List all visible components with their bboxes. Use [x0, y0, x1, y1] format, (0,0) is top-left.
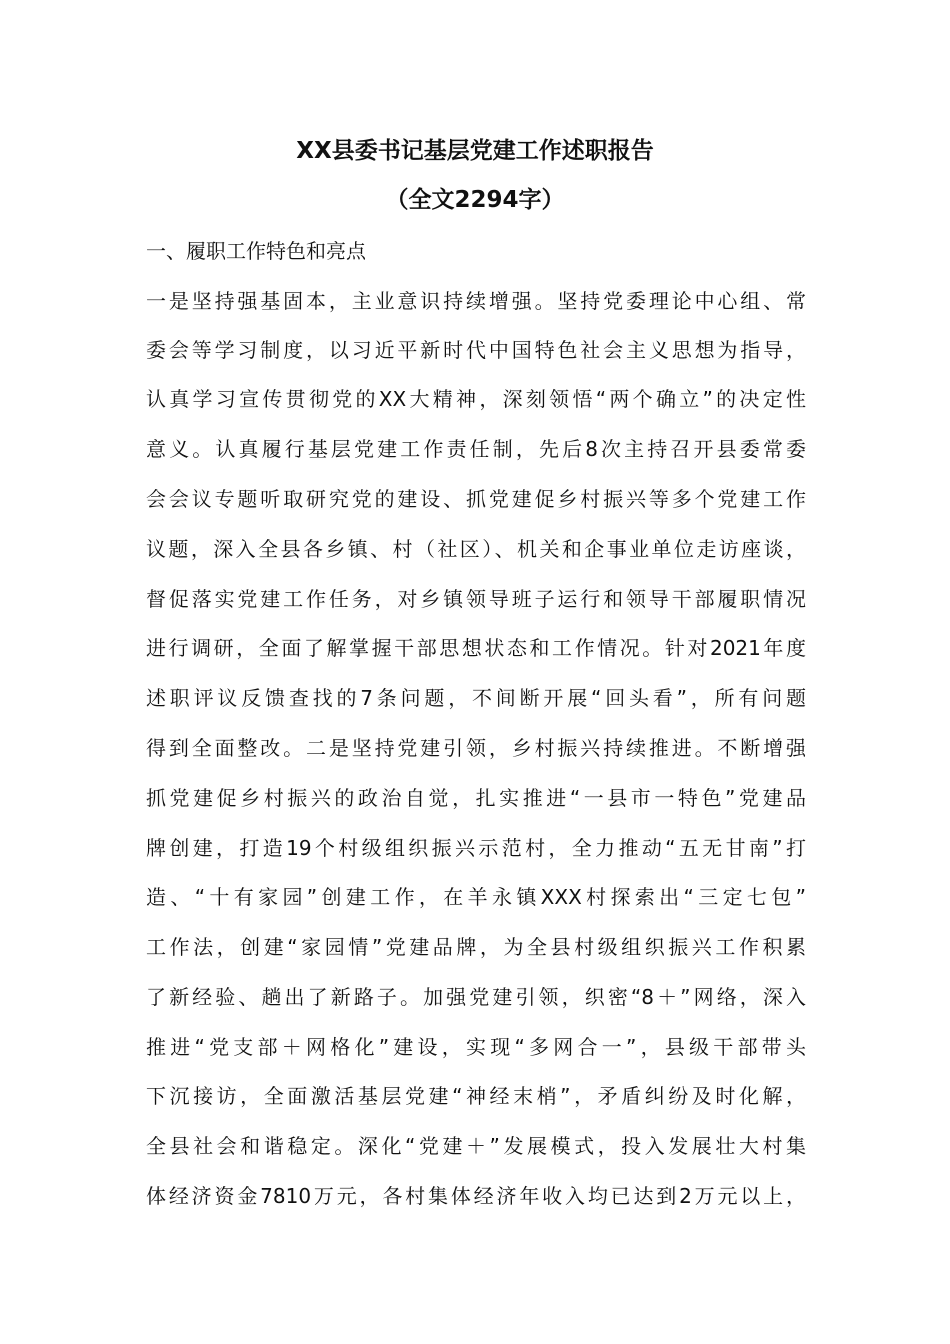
body-line: 意义。认真履行基层党建工作责任制，先后8次主持召开县委常委	[146, 437, 806, 461]
body-line: 述职评议反馈查找的7条问题，不间断开展“回头看”，所有问题	[146, 686, 806, 710]
body-line: 会会议专题听取研究党的建设、抓党建促乡村振兴等多个党建工作	[146, 487, 806, 511]
body-line: 一是坚持强基固本，主业意识持续增强。坚持党委理论中心组、常	[146, 289, 806, 313]
body-line: 体经济资金7810万元，各村集体经济年收入均已达到2万元以上，	[146, 1184, 806, 1208]
document-subtitle: （全文2294字）	[385, 187, 565, 213]
body-line: 委会等学习制度，以习近平新时代中国特色社会主义思想为指导，	[146, 338, 806, 362]
body-line: 认真学习宣传贯彻党的XX大精神，深刻领悟“两个确立”的决定性	[146, 387, 806, 411]
body-line: 进行调研，全面了解掌握干部思想状态和工作情况。针对2021年度	[146, 636, 806, 660]
body-line: 得到全面整改。二是坚持党建引领，乡村振兴持续推进。不断增强	[146, 736, 806, 760]
body-line: 牌创建，打造19个村级组织振兴示范村，全力推动“五无甘南”打	[146, 836, 806, 860]
body-line: 推进“党支部＋网格化”建设，实现“多网合一”，县级干部带头	[146, 1035, 806, 1059]
body-line: 议题，深入全县各乡镇、村（社区）、机关和企事业单位走访座谈，	[146, 537, 806, 561]
body-line: 全县社会和谐稳定。深化“党建＋”发展模式，投入发展壮大村集	[146, 1134, 806, 1158]
body-line: 抓党建促乡村振兴的政治自觉，扎实推进“一县市一特色”党建品	[146, 786, 806, 810]
body-line: 了新经验、趟出了新路子。加强党建引领，织密“8＋”网络，深入	[146, 985, 806, 1009]
body-line: 下沉接访，全面激活基层党建“神经末梢”，矛盾纠纷及时化解，	[146, 1084, 806, 1108]
section-heading: 一、履职工作特色和亮点	[146, 239, 366, 263]
body-line: 工作法，创建“家园情”党建品牌，为全县村级组织振兴工作积累	[146, 935, 806, 959]
body-line: 造、“十有家园”创建工作，在羊永镇XXX村探索出“三定七包”	[146, 885, 806, 909]
document-title: XX县委书记基层党建工作述职报告	[296, 138, 654, 164]
body-line: 督促落实党建工作任务，对乡镇领导班子运行和领导干部履职情况	[146, 587, 806, 611]
